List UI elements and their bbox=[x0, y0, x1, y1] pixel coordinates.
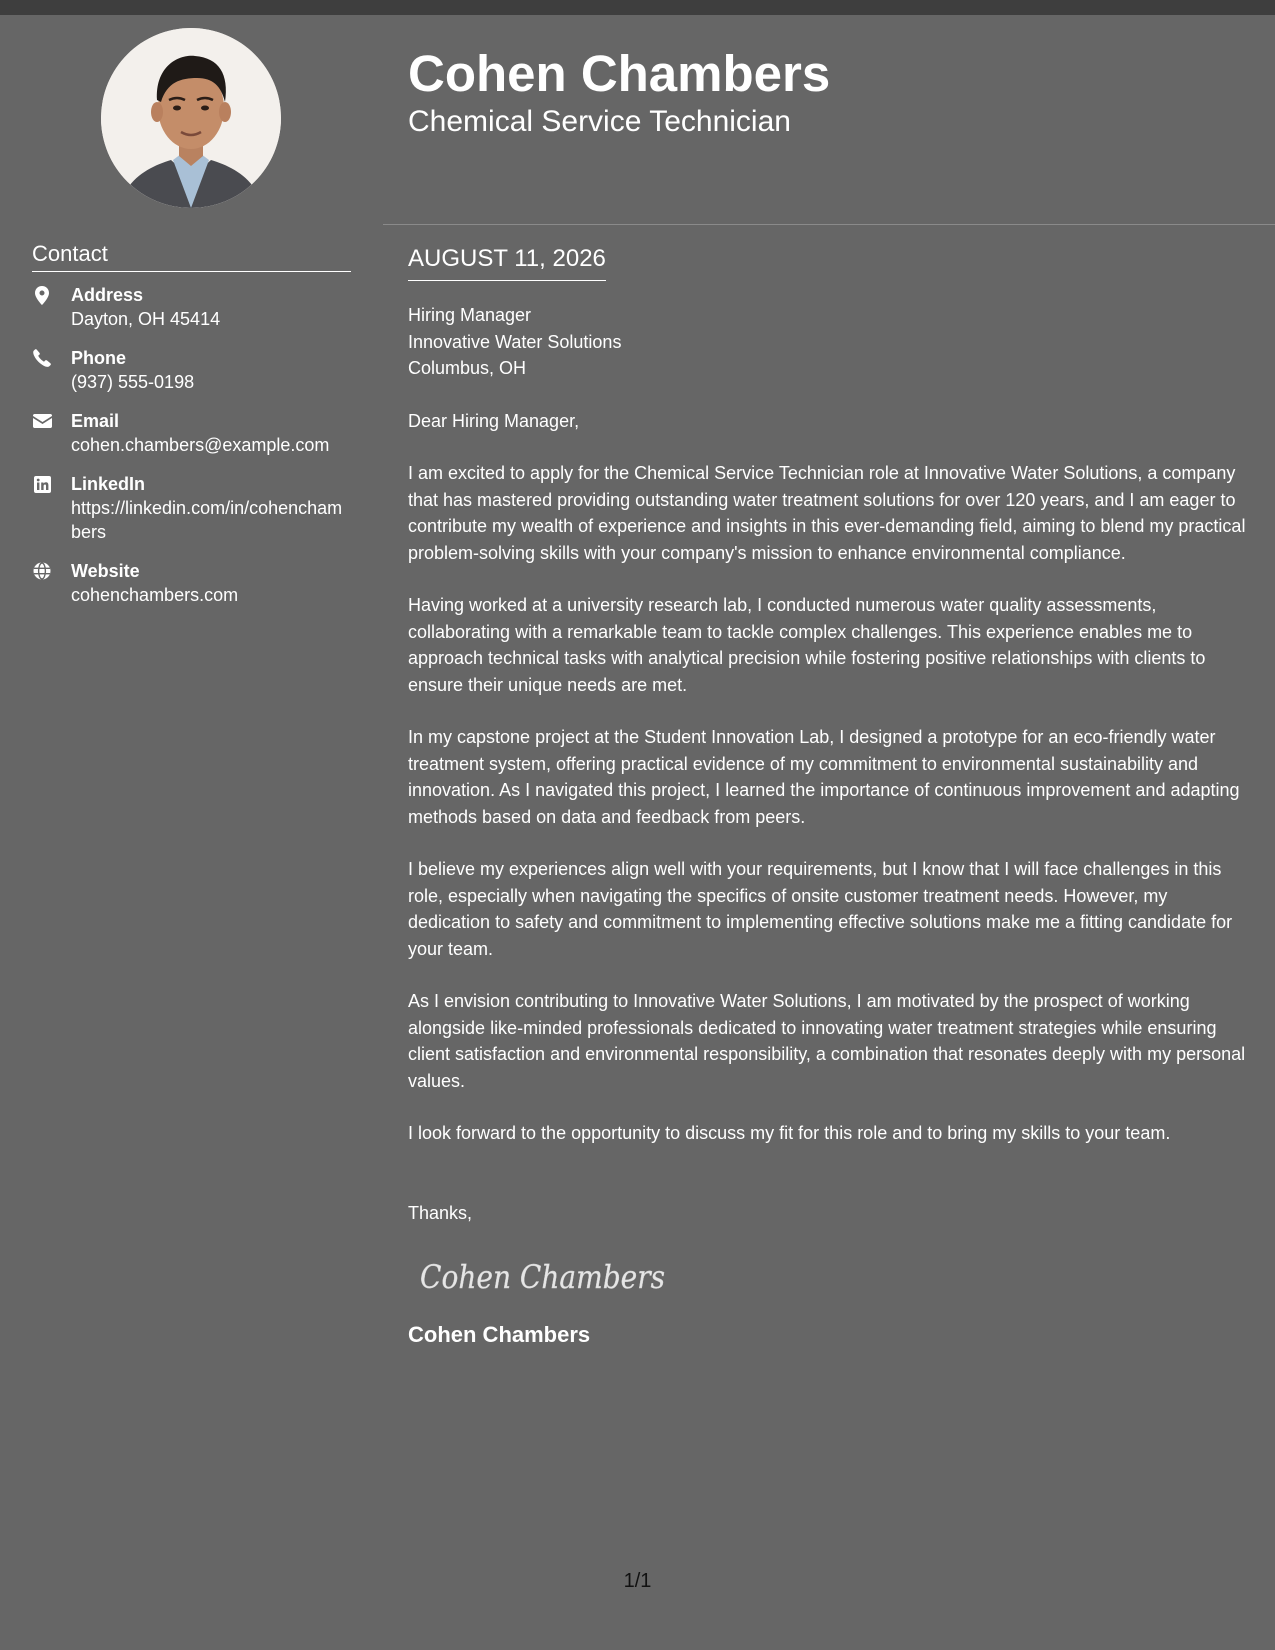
letter-body bbox=[408, 302, 1248, 1376]
closing: Thanks, bbox=[408, 1202, 473, 1223]
recipient-line: Innovative Water Solutions bbox=[408, 331, 622, 352]
top-bar bbox=[0, 0, 1275, 15]
contact-label: LinkedIn bbox=[71, 474, 146, 494]
address-value: Dayton, OH 45414 bbox=[71, 309, 221, 329]
avatar bbox=[101, 28, 281, 208]
job-title: Chemical Service Technician bbox=[408, 105, 791, 138]
recipient-block bbox=[408, 302, 1248, 382]
recipient-line: Columbus, OH bbox=[408, 358, 527, 378]
recipient-line: Hiring Manager bbox=[408, 305, 532, 325]
contact-item-address bbox=[32, 283, 352, 331]
contact-item-linkedin bbox=[32, 472, 352, 544]
envelope-icon bbox=[32, 411, 52, 431]
contact-label: Phone bbox=[71, 348, 127, 368]
location-pin-icon bbox=[32, 285, 52, 305]
linkedin-icon bbox=[32, 474, 52, 494]
contact-item-email bbox=[32, 409, 352, 457]
applicant-name: Cohen Chambers bbox=[408, 45, 831, 102]
globe-icon bbox=[32, 561, 52, 581]
header-divider bbox=[383, 224, 1275, 225]
signature-image bbox=[416, 1252, 676, 1302]
contact-label: Website bbox=[71, 561, 140, 581]
contact-label: Email bbox=[71, 411, 120, 431]
letter-paragraph: In my capstone project at the Student Innovation Lab, I designed a prototype for an eco-friendly water treatment system, offering practical evidence of my commitment to environmental sustainability and innovation. As I navigated this project, I learned the importance of continuous improvement and adapting methods based on data and feedback from peers. bbox=[408, 727, 1240, 827]
sidebar bbox=[0, 15, 382, 1650]
letter-paragraph: As I envision contributing to Innovative Water Solutions, I am motivated by the prospect of working alongside like-minded professionals dedicated to innovating water treatment strategies while ensuring client satisfaction and environmental responsibility, a combination that resonates deeply with my personal values. bbox=[408, 991, 1246, 1091]
email-value[interactable]: cohen.chambers@example.com bbox=[71, 435, 330, 455]
phone-icon bbox=[32, 348, 52, 368]
contact-item-website bbox=[32, 559, 352, 607]
letter-paragraph: Having worked at a university research lab, I conducted numerous water quality assessments, collaborating with a remarkable team to tackle complex challenges. This experience enables me to approach technical tasks with analytical precision while fostering positive relationships with clients to ensure their unique needs are met. bbox=[408, 595, 1206, 695]
letter-paragraph: I look forward to the opportunity to discuss my fit for this role and to bring my skills to your team. bbox=[408, 1123, 1171, 1143]
contact-item-phone bbox=[32, 346, 352, 394]
page-number: 1/1 bbox=[623, 1570, 652, 1592]
linkedin-value[interactable]: https://linkedin.com/in/cohenchambers bbox=[71, 498, 343, 542]
letter-paragraph: I believe my experiences align well with your requirements, but I know that I will face challenges in this role, especially when navigating the specifics of onsite customer treatment needs. However, my dedication to safety and commitment to implementing effective solutions make me a fitting candidate for your team. bbox=[408, 859, 1233, 959]
website-value[interactable]: cohenchambers.com bbox=[71, 585, 239, 605]
signer-name: Cohen Chambers bbox=[408, 1322, 591, 1347]
phone-value: (937) 555-0198 bbox=[71, 372, 195, 392]
svg-text:Cohen Chambers: Cohen Chambers bbox=[420, 1258, 665, 1296]
contact-list bbox=[32, 283, 352, 622]
contact-label: Address bbox=[71, 285, 144, 305]
contact-section-title: Contact bbox=[32, 241, 351, 272]
letter-paragraph: I am excited to apply for the Chemical Service Technician role at Innovative Water Solutions, a company that has mastered providing outstanding water treatment solutions for over 120 years, and I am eager to contribute my wealth of experience and insights in this ever-demanding field, aiming to blend my practical problem-solving skills with your company's mission to enhance environmental compliance. bbox=[408, 463, 1246, 563]
letter-date: AUGUST 11, 2026 bbox=[408, 243, 606, 281]
salutation: Dear Hiring Manager, bbox=[408, 410, 580, 431]
